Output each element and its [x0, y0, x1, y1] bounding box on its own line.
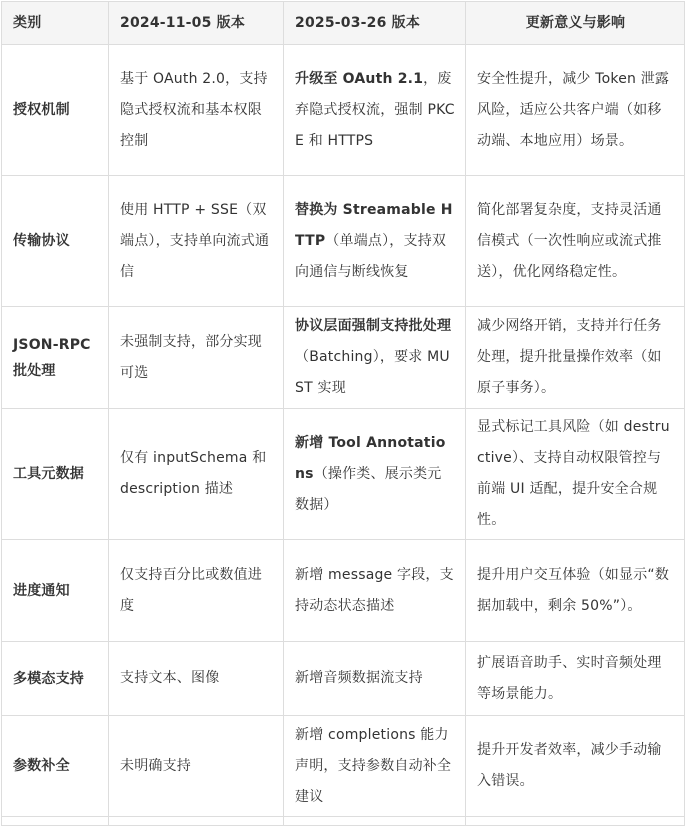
row-new-version — [284, 642, 466, 716]
new-version-highlight: 新增 Tool Annotations — [295, 434, 446, 482]
table-row — [2, 642, 685, 716]
empty-cell — [109, 817, 284, 826]
table-row — [2, 307, 685, 409]
table-header — [2, 2, 685, 45]
row-impact: 简化部署复杂度，支持灵活通信模式（一次性响应或流式推送），优化网络稳定性。 — [466, 176, 685, 307]
row-old-version: 仅支持百分比或数值进度 — [109, 540, 284, 642]
table-row — [2, 716, 685, 817]
row-category: 参数补全 — [2, 716, 109, 817]
new-version-highlight: 升级至 OAuth 2.1 — [295, 70, 424, 87]
new-version-detail: ，废弃隐式授权流，强制 PKCE 和 HTTPS — [295, 70, 455, 149]
new-version-highlight: 替换为 Streamable HTTP — [295, 201, 453, 249]
new-version-detail: （操作类、展示类元数据） — [295, 465, 442, 513]
row-category: 进度通知 — [2, 540, 109, 642]
row-old-version: 使用 HTTP + SSE（双端点），支持单向流式通信 — [109, 176, 284, 307]
row-impact: 提升开发者效率，减少手动输入错误。 — [466, 716, 685, 817]
row-old-version: 未强制支持，部分实现可选 — [109, 307, 284, 409]
row-new-version — [284, 45, 466, 176]
new-version-detail: 新增音频数据流支持 — [295, 670, 423, 686]
empty-cell — [466, 817, 685, 826]
new-version-detail: 新增 completions 能力声明，支持参数自动补全建议 — [295, 726, 452, 805]
header-impact: 更新意义与影响 — [466, 2, 685, 45]
header-row — [2, 2, 685, 45]
new-version-detail: （Batching），要求 MUST 实现 — [295, 349, 450, 396]
row-old-version: 未明确支持 — [109, 716, 284, 817]
new-version-detail: （单端点），支持双向通信与断线恢复 — [295, 232, 447, 280]
new-version-detail: 新增 message 字段，支持动态状态描述 — [295, 566, 454, 614]
header-old-version: 2024-11-05 版本 — [109, 2, 284, 45]
row-impact: 减少网络开销，支持并行任务处理，提升批量操作效率（如原子事务）。 — [466, 307, 685, 409]
empty-cell — [284, 817, 466, 826]
row-impact: 显式标记工具风险（如 destructive）、支持自动权限管控与前端 UI 适配，提升安全合规性。 — [466, 409, 685, 540]
table-row — [2, 45, 685, 176]
table-body — [2, 45, 685, 826]
row-impact: 扩展语音助手、实时音频处理等场景能力。 — [466, 642, 685, 716]
row-old-version: 仅有 inputSchema 和 description 描述 — [109, 409, 284, 540]
row-category: 工具元数据 — [2, 409, 109, 540]
row-category: 授权机制 — [2, 45, 109, 176]
row-new-version — [284, 176, 466, 307]
row-impact: 安全性提升，减少 Token 泄露风险，适应公共客户端（如移动端、本地应用）场景。 — [466, 45, 685, 176]
row-impact: 提升用户交互体验（如显示“数据加载中，剩余 50%”）。 — [466, 540, 685, 642]
empty-cell — [2, 817, 109, 826]
header-new-version: 2025-03-26 版本 — [284, 2, 466, 45]
table-row — [2, 540, 685, 642]
row-category: 多模态支持 — [2, 642, 109, 716]
row-old-version: 支持文本、图像 — [109, 642, 284, 716]
row-old-version: 基于 OAuth 2.0，支持隐式授权流和基本权限控制 — [109, 45, 284, 176]
table-row-partial — [2, 817, 685, 826]
row-new-version — [284, 409, 466, 540]
new-version-highlight: 协议层面强制支持批处理 — [295, 318, 452, 334]
row-category: 传输协议 — [2, 176, 109, 307]
table-row — [2, 176, 685, 307]
row-category: JSON-RPC 批处理 — [2, 307, 109, 409]
version-comparison-table — [1, 1, 685, 826]
row-new-version — [284, 307, 466, 409]
table-row — [2, 409, 685, 540]
row-new-version — [284, 540, 466, 642]
header-category: 类别 — [2, 2, 109, 45]
row-new-version — [284, 716, 466, 817]
